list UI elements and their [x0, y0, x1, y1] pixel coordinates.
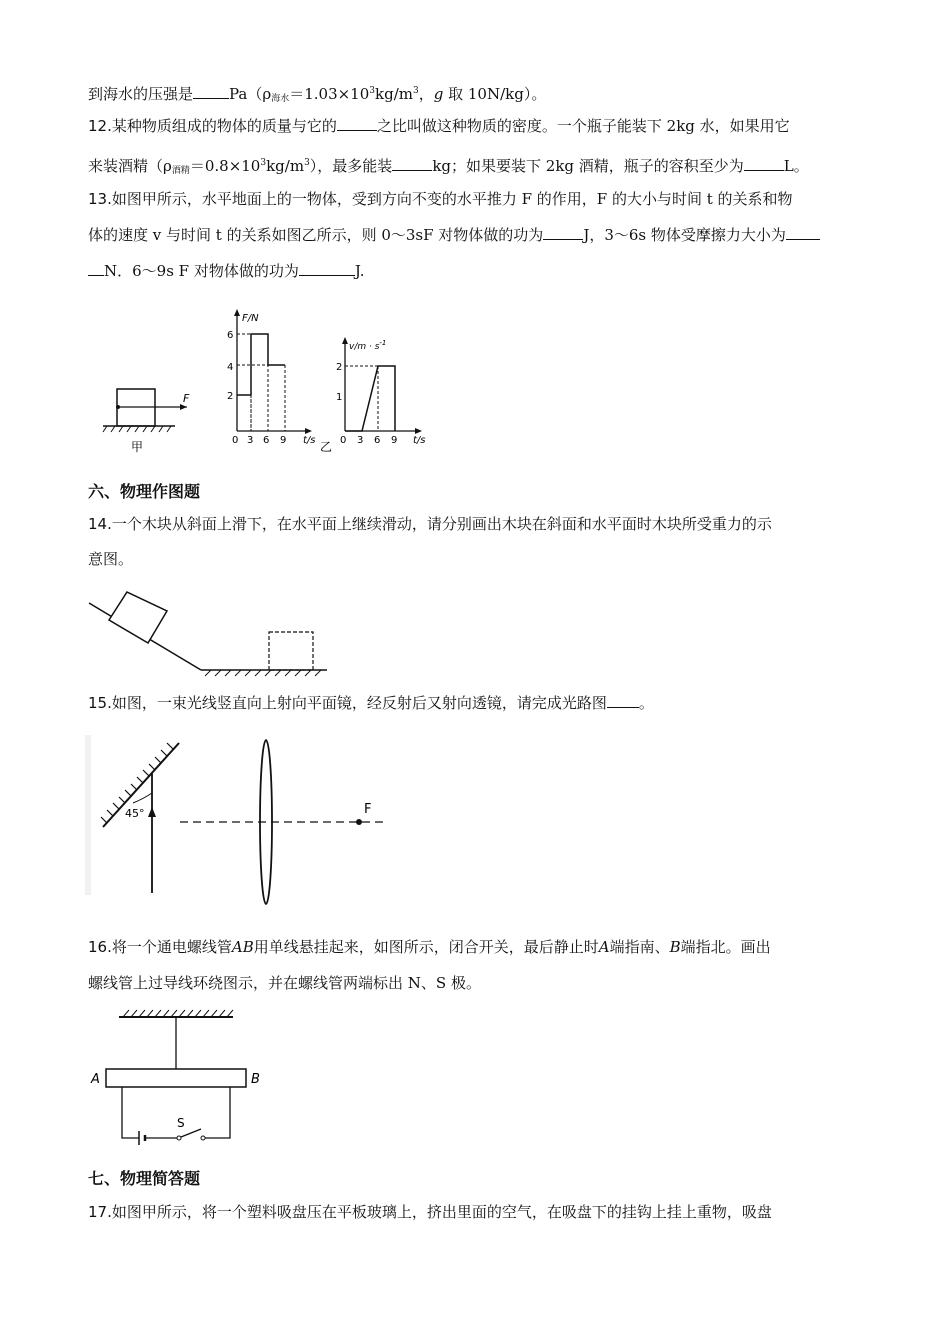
q12-line-1: 12.某种物质组成的物体的质量与它的 之比叫做这种物质的密度。一个瓶子能装下 2kg 水，如果用它	[88, 117, 790, 135]
section-heading-6: 六、物理作图题	[88, 482, 201, 501]
t-tick: 0	[340, 435, 347, 446]
answer-blank[interactable]	[786, 225, 820, 240]
jia-label: 甲	[131, 440, 144, 454]
question-number: 14	[88, 515, 108, 533]
solenoid-tube	[106, 1069, 246, 1087]
switch-label: S	[177, 1116, 185, 1130]
force-label: F	[183, 392, 190, 405]
question-number: 13	[88, 190, 108, 208]
figure-13	[95, 305, 455, 455]
section-heading-7: 七、物理简答题	[88, 1169, 201, 1188]
answer-blank[interactable]	[392, 156, 432, 171]
q13-line-3: N．6～9s F 对物体做的功为 J.	[88, 261, 364, 281]
question-number: 15	[88, 694, 108, 712]
t-tick: 3	[357, 435, 364, 446]
f-tick: 6	[227, 330, 234, 341]
v-t-graph	[336, 337, 426, 446]
v-axis-label: $v/m \cdot s^{-1}$	[349, 339, 387, 352]
figure-jia	[103, 389, 190, 454]
circuit-wire	[122, 1087, 139, 1138]
answer-blank[interactable]	[607, 693, 639, 708]
q13-line-1: 13.如图甲所示，水平地面上的一物体，受到方向不变的水平推力 F 的作用，F 的大小与时间 t 的关系和物	[88, 190, 793, 208]
question-number: 16	[88, 938, 108, 956]
v-tick: 2	[336, 362, 343, 373]
figure-16-solenoid	[85, 1005, 285, 1145]
t-tick: 3	[247, 435, 254, 446]
t-tick: 6	[374, 435, 381, 446]
q11-continuation-line: 到海水的压强是 $Pa(\rho_{海水}=1.03\times 10^3kg/m^3$，g 取 10N/kg）。	[88, 85, 547, 104]
q16-line-2: 螺线管上过导线环绕图示，并在螺线管两端标出 N、S 极。	[88, 974, 481, 992]
focal-point	[356, 819, 362, 825]
q12-line-2: 来装酒精$(\rho_{酒精}=0.8\times 10^3kg/m^3)$，最多能装 kg；如果要装下 2kg 酒精，瓶子的容积至少为 L。	[88, 157, 809, 176]
figure-14-incline	[85, 585, 345, 685]
end-b-label: B	[251, 1072, 260, 1087]
angle-label: 45°	[125, 807, 145, 820]
v-tick: 1	[336, 392, 343, 403]
answer-blank[interactable]	[337, 116, 377, 131]
question-number: 12	[88, 117, 108, 135]
answer-blank[interactable]	[88, 261, 104, 276]
f-tick: 4	[227, 362, 234, 373]
t-tick: 0	[232, 435, 239, 446]
answer-blank[interactable]	[543, 225, 583, 240]
q14-line-2: 意图。	[88, 550, 134, 568]
q16-line-1: 16.将一个通电螺线管AB用单线悬挂起来，如图所示，闭合开关，最后静止时A端指南、B端指北。画出	[88, 938, 771, 956]
f-tick: 2	[227, 391, 234, 402]
figure-15-mirror-lens	[85, 735, 395, 905]
block-on-incline	[109, 592, 167, 643]
end-a-label: A	[91, 1072, 100, 1087]
t-axis-label: t/s	[303, 435, 316, 446]
answer-blank[interactable]	[299, 261, 355, 276]
t-axis-label: t/s	[413, 435, 426, 446]
t-tick: 6	[263, 435, 270, 446]
v-t-series-line	[345, 366, 395, 431]
t-tick: 9	[280, 435, 287, 446]
q15-line-1: 15.如图，一束光线竖直向上射向平面镜，经反射后又射向透镜，请完成光路图 。	[88, 694, 654, 712]
t-tick: 9	[391, 435, 398, 446]
yi-label: 乙	[320, 440, 333, 454]
answer-blank[interactable]	[193, 84, 229, 99]
f-t-graph	[227, 309, 316, 446]
answer-blank[interactable]	[744, 156, 784, 171]
question-number: 17	[88, 1203, 108, 1221]
q13-line-2: 体的速度 v 与时间 t 的关系如图乙所示，则 0～3sF 对物体做的功为 J，3～6s 物体受摩擦力大小为	[88, 225, 820, 245]
block-on-floor	[269, 632, 313, 670]
f-axis-label: F/N	[242, 313, 259, 324]
switch-blade	[181, 1129, 201, 1137]
q17-line-1: 17.如图甲所示，将一个塑料吸盘压在平板玻璃上，挤出里面的空气，在吸盘下的挂钩上挂上重物，吸盘	[88, 1203, 772, 1221]
focus-label: F	[364, 802, 372, 817]
q14-line-1: 14.一个木块从斜面上滑下，在水平面上继续滑动，请分别画出木块在斜面和水平面时木块所受重力的示	[88, 515, 772, 533]
